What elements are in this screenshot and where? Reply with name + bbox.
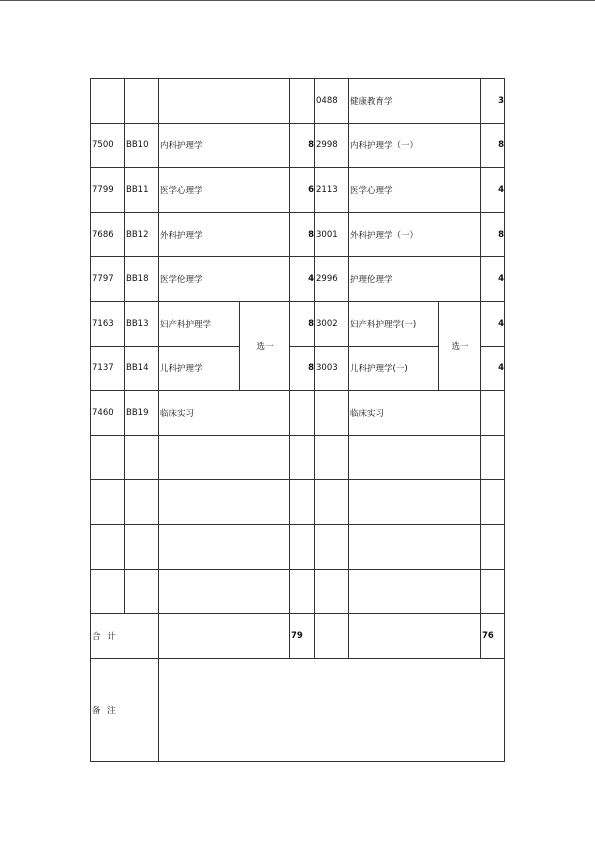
total-spacer [315, 614, 349, 659]
empty-cell [315, 569, 349, 614]
exam-course-code: 2998 [315, 123, 349, 168]
exam-course-code: 3002 [315, 301, 349, 346]
empty-cell [290, 569, 315, 614]
exam-course-code: 2113 [315, 168, 349, 213]
exam-course-credit: 8 [481, 123, 505, 168]
empty-cell [159, 435, 290, 480]
empty-cell [91, 524, 125, 569]
total-label: 合 计 [91, 614, 159, 659]
empty-cell [159, 480, 290, 525]
empty-cell [349, 435, 481, 480]
exam-course-code: 3001 [315, 212, 349, 257]
course-id: BB11 [125, 168, 159, 213]
course-credit: 8 [290, 123, 315, 168]
empty-cell [315, 524, 349, 569]
exam-course-name: 健康教育学 [349, 79, 481, 124]
exam-course-credit: 4 [481, 346, 505, 391]
empty-cell [159, 524, 290, 569]
course-name: 外科护理学 [159, 212, 290, 257]
exam-course-code [315, 391, 349, 436]
total-row [91, 614, 505, 659]
exam-course-credit: 4 [481, 257, 505, 302]
course-credit: 4 [290, 257, 315, 302]
exam-course-name: 临床实习 [349, 391, 481, 436]
exam-course-name: 医学心理学 [349, 168, 481, 213]
empty-cell [91, 569, 125, 614]
empty-cell [91, 480, 125, 525]
empty-cell [481, 480, 505, 525]
course-code: 7137 [91, 346, 125, 391]
table-row [91, 123, 505, 168]
course-id: BB10 [125, 123, 159, 168]
exam-course-code: 3003 [315, 346, 349, 391]
course-name: 儿科护理学 [159, 346, 240, 391]
course-code: 7460 [91, 391, 125, 436]
course-credit: 8 [290, 212, 315, 257]
empty-cell [159, 569, 290, 614]
course-credit: 8 [290, 301, 315, 346]
exam-course-credit [481, 391, 505, 436]
course-comparison-table [90, 78, 505, 762]
course-code: 7797 [91, 257, 125, 302]
course-id: BB12 [125, 212, 159, 257]
exam-course-credit: 4 [481, 168, 505, 213]
exam-course-credit: 4 [481, 301, 505, 346]
empty-cell [125, 435, 159, 480]
course-credit [290, 391, 315, 436]
empty-row [91, 569, 505, 614]
table-row [91, 168, 505, 213]
empty-cell [125, 569, 159, 614]
empty-cell [481, 524, 505, 569]
empty-cell [315, 435, 349, 480]
remarks-content [159, 658, 505, 761]
exam-course-name: 护理伦理学 [349, 257, 481, 302]
exam-course-credit: 3 [481, 79, 505, 124]
table-row [91, 79, 505, 124]
course-code [91, 79, 125, 124]
course-name: 医学心理学 [159, 168, 290, 213]
total-spacer [349, 614, 481, 659]
empty-cell [290, 524, 315, 569]
course-name: 内科护理学 [159, 123, 290, 168]
empty-row [91, 480, 505, 525]
course-id: BB18 [125, 257, 159, 302]
exam-course-name: 外科护理学（一） [349, 212, 481, 257]
page-top-rule [0, 0, 595, 1]
course-id: BB13 [125, 301, 159, 346]
course-credit: 8 [290, 346, 315, 391]
empty-cell [481, 435, 505, 480]
course-name: 妇产科护理学 [159, 301, 240, 346]
course-credit: 6 [290, 168, 315, 213]
empty-row [91, 524, 505, 569]
remarks-row [91, 658, 505, 761]
empty-cell [290, 435, 315, 480]
total-spacer [159, 614, 290, 659]
course-credit [290, 79, 315, 124]
empty-row [91, 435, 505, 480]
exam-course-code: 2996 [315, 257, 349, 302]
exam-course-name: 妇产科护理学(一) [349, 301, 439, 346]
empty-cell [315, 480, 349, 525]
exam-course-name: 儿科护理学(一) [349, 346, 439, 391]
empty-cell [349, 524, 481, 569]
course-name [159, 79, 290, 124]
course-name: 医学伦理学 [159, 257, 290, 302]
remarks-label: 备 注 [91, 658, 159, 761]
empty-cell [481, 569, 505, 614]
empty-cell [349, 569, 481, 614]
total-credit-right: 76 [481, 614, 505, 659]
course-code: 7686 [91, 212, 125, 257]
table-row [91, 257, 505, 302]
course-code: 7163 [91, 301, 125, 346]
total-credit-left: 79 [290, 614, 315, 659]
course-id: BB14 [125, 346, 159, 391]
elective-label-left: 选一 [240, 301, 290, 390]
course-name: 临床实习 [159, 391, 290, 436]
course-code: 7500 [91, 123, 125, 168]
course-code: 7799 [91, 168, 125, 213]
exam-course-code: 0488 [315, 79, 349, 124]
elective-label-right: 选一 [439, 301, 481, 390]
empty-cell [91, 435, 125, 480]
course-id: BB19 [125, 391, 159, 436]
course-id [125, 79, 159, 124]
table-row [91, 391, 505, 436]
empty-cell [349, 480, 481, 525]
exam-course-name: 内科护理学（一） [349, 123, 481, 168]
exam-course-credit: 8 [481, 212, 505, 257]
table-row [91, 301, 505, 346]
table-row [91, 212, 505, 257]
empty-cell [125, 480, 159, 525]
empty-cell [125, 524, 159, 569]
empty-cell [290, 480, 315, 525]
